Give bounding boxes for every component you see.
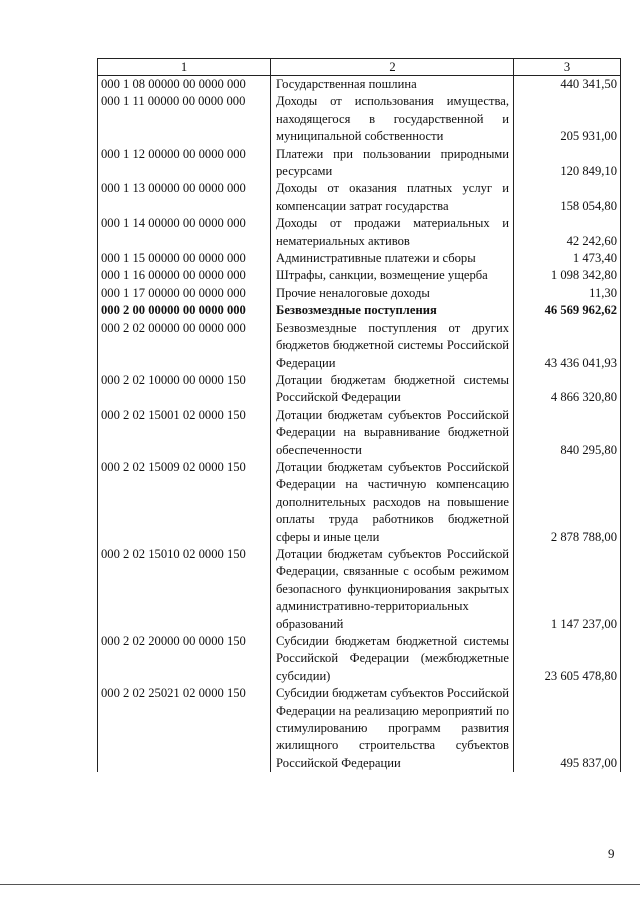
table-row [98, 146, 620, 181]
table-row [98, 633, 620, 685]
table-row [98, 546, 620, 633]
table-row [98, 407, 620, 459]
row-code: 000 1 13 00000 00 0000 000 [98, 180, 271, 215]
row-name: Безвозмездные поступления [271, 302, 514, 319]
row-value: 495 837,00 [560, 755, 617, 770]
row-name: Дотации бюджетам субъектов Российской Федерации на частичную компенсацию дополнительных расходов на повышение оплаты труда работников бюджетной сферы и иные цели [271, 459, 514, 546]
budget-table [97, 58, 621, 772]
row-value: 23 605 478,80 [544, 668, 617, 683]
row-code: 000 2 02 15009 02 0000 150 [98, 459, 271, 546]
header-col-3: 3 [563, 60, 571, 74]
row-name: Субсидии бюджетам бюджетной системы Российской Федерации (межбюджетные субсидии) [271, 633, 514, 685]
row-code: 000 1 08 00000 00 0000 000 [98, 76, 271, 93]
table-row [98, 320, 620, 372]
table-row [98, 267, 620, 284]
row-value: 42 242,60 [566, 233, 617, 248]
row-value: 11,30 [589, 285, 617, 300]
row-code: 000 1 15 00000 00 0000 000 [98, 250, 271, 267]
row-code: 000 1 14 00000 00 0000 000 [98, 215, 271, 250]
table-row [98, 302, 620, 319]
row-value: 4 866 320,80 [550, 390, 617, 405]
row-code: 000 2 02 00000 00 0000 000 [98, 320, 271, 372]
row-name: Дотации бюджетам субъектов Российской Федерации, связанные с особым режимом безопасного функционирования закрытых административно-территориальных образований [271, 546, 514, 633]
row-code: 000 2 00 00000 00 0000 000 [98, 302, 271, 319]
header-col-1: 1 [98, 59, 271, 75]
row-code: 000 2 02 20000 00 0000 150 [98, 633, 271, 685]
table-body [98, 76, 620, 772]
row-value: 2 878 788,00 [550, 529, 617, 544]
row-value: 120 849,10 [560, 164, 617, 179]
row-value: 46 569 962,62 [544, 303, 617, 318]
table-header [98, 58, 620, 76]
row-name: Штрафы, санкции, возмещение ущерба [271, 267, 514, 284]
row-value: 158 054,80 [560, 198, 617, 213]
table-row [98, 459, 620, 546]
table-row [98, 76, 620, 93]
row-value: 1 147 237,00 [550, 616, 617, 631]
row-name: Административные платежи и сборы [271, 250, 514, 267]
row-value: 1 473,40 [572, 251, 617, 266]
table-row [98, 180, 620, 215]
table-row [98, 372, 620, 407]
row-name: Доходы от продажи материальных и нематериальных активов [271, 215, 514, 250]
row-name: Субсидии бюджетам субъектов Российской Федерации на реализацию мероприятий по стимулированию программ развития жилищного строительства субъектов Российской Федерации [271, 685, 514, 772]
row-value: 205 931,00 [560, 129, 617, 144]
row-value: 840 295,80 [560, 442, 617, 457]
row-code: 000 1 11 00000 00 0000 000 [98, 93, 271, 145]
row-code: 000 2 02 15001 02 0000 150 [98, 407, 271, 459]
row-name: Доходы от оказания платных услуг и компенсации затрат государства [271, 180, 514, 215]
row-code: 000 1 17 00000 00 0000 000 [98, 285, 271, 302]
row-code: 000 2 02 25021 02 0000 150 [98, 685, 271, 772]
row-code: 000 2 02 15010 02 0000 150 [98, 546, 271, 633]
row-name: Дотации бюджетам бюджетной системы Российской Федерации [271, 372, 514, 407]
row-name: Дотации бюджетам субъектов Российской Федерации на выравнивание бюджетной обеспеченности [271, 407, 514, 459]
row-code: 000 1 16 00000 00 0000 000 [98, 267, 271, 284]
row-name: Государственная пошлина [271, 76, 514, 93]
table-row [98, 685, 620, 772]
row-code: 000 1 12 00000 00 0000 000 [98, 146, 271, 181]
row-name: Доходы от использования имущества, находящегося в государственной и муниципальной собственности [271, 93, 514, 145]
footer-divider [0, 884, 640, 885]
page-number: 9 [608, 846, 615, 861]
row-name: Платежи при пользовании природными ресурсами [271, 146, 514, 181]
table-row [98, 215, 620, 250]
row-code: 000 2 02 10000 00 0000 150 [98, 372, 271, 407]
table-row [98, 250, 620, 267]
row-value: 1 098 342,80 [550, 268, 617, 283]
header-col-2: 2 [271, 59, 514, 75]
row-value: 43 436 041,93 [544, 355, 617, 370]
row-name: Прочие неналоговые доходы [271, 285, 514, 302]
row-name: Безвозмездные поступления от других бюджетов бюджетной системы Российской Федерации [271, 320, 514, 372]
row-value: 440 341,50 [560, 77, 617, 91]
table-row [98, 93, 620, 145]
table-row [98, 285, 620, 302]
